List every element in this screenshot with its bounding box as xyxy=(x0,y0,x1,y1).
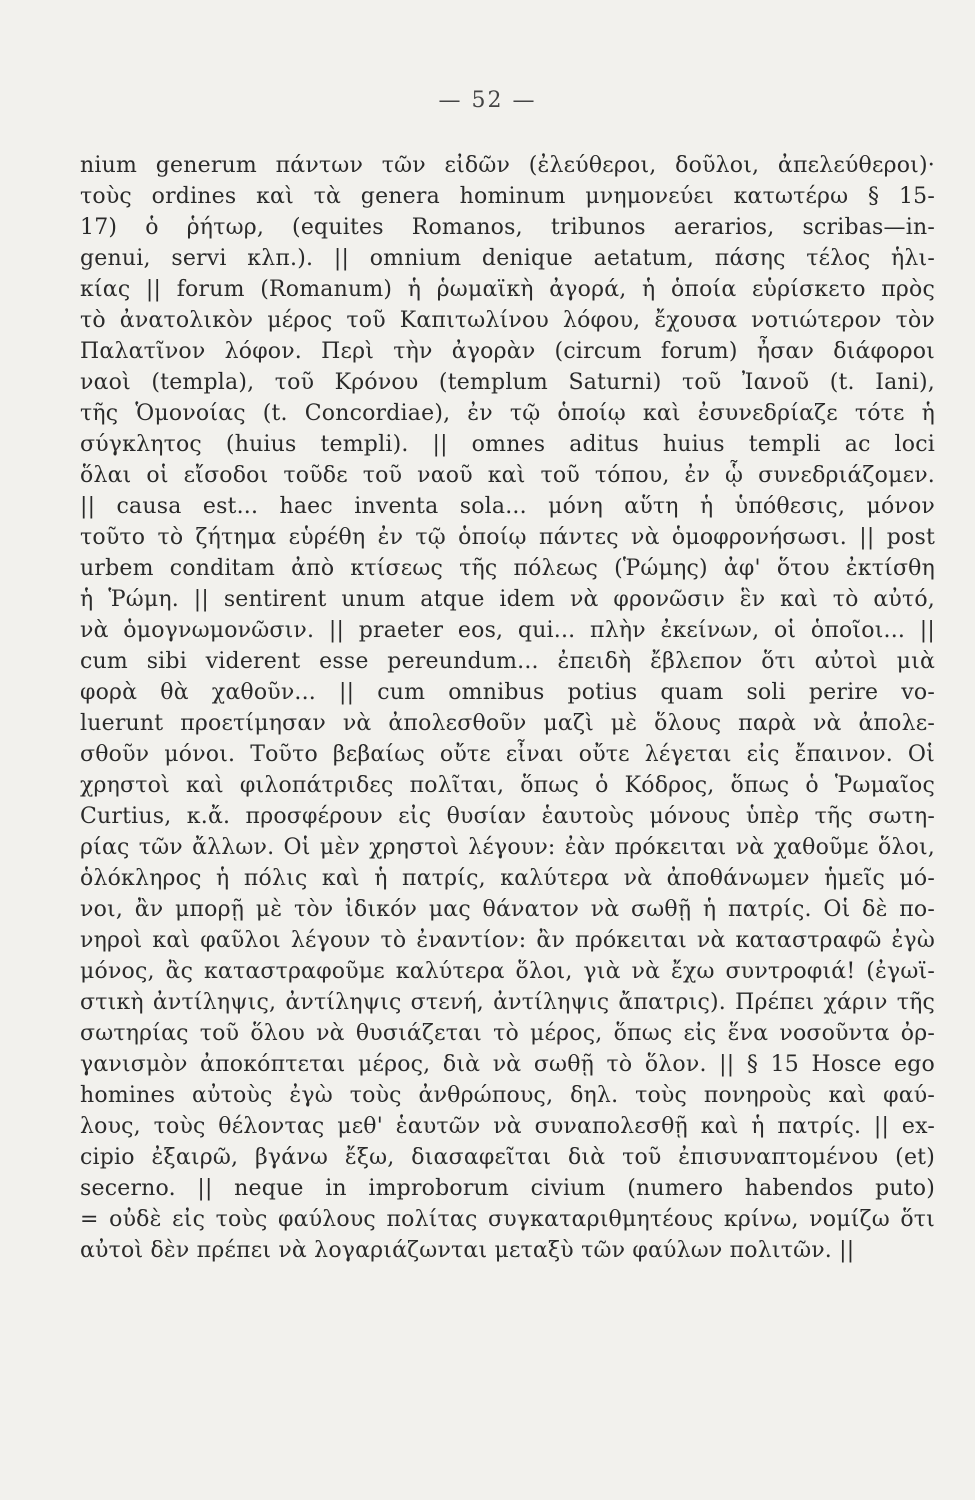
text-line: ναοὶ (templa), τοῦ Κρόνου (templum Saturni) τοῦ Ἰανοῦ (t. Iani), xyxy=(80,370,935,395)
text-line: κίας || forum (Romanum) ἡ ῥωμαϊκὴ ἀγορά, ἡ ὁποία εὑρίσκετο πρὸς xyxy=(80,277,935,302)
text-line: στικὴ ἀντίληψις, ἀντίληψις στενή, ἀντίληψις ἄπατρις). Πρέπει χάριν τῆς xyxy=(80,990,935,1015)
text-line: μόνος, ἂς καταστραφοῦμε καλύτερα ὅλοι, γιὰ νὰ ἔχω συντροφιά! (ἐγωϊ- xyxy=(80,959,935,984)
text-line: τοὺς ordines καὶ τὰ genera hominum μνημονεύει κατωτέρω § 15- xyxy=(80,184,935,209)
commentary-text xyxy=(80,150,935,1266)
text-line: ἡ Ῥώμη. || sentirent unum atque idem νὰ φρονῶσιν ἓν καὶ τὸ αὐτό, xyxy=(80,587,935,612)
text-line: 17) ὁ ῥήτωρ, (equites Romanos, tribunos aerarios, scribas—in- xyxy=(80,215,935,240)
text-line: nium generum πάντων τῶν εἰδῶν (ἐλεύθεροι, δοῦλοι, ἀπελεύθεροι)· xyxy=(80,153,935,178)
text-line: ὅλαι οἱ εἴσοδοι τοῦδε τοῦ ναοῦ καὶ τοῦ τόπου, ἐν ᾧ συνεδριάζομεν. xyxy=(80,463,935,488)
text-line: cum sibi viderent esse pereundum... ἐπειδὴ ἔβλεπον ὅτι αὐτοὶ μιὰ xyxy=(80,649,935,674)
text-line: ὁλόκληρος ἡ πόλις καὶ ἡ πατρίς, καλύτερα νὰ ἀποθάνωμεν ἡμεῖς μό- xyxy=(80,866,935,891)
text-line: γανισμὸν ἀποκόπτεται μέρος, διὰ νὰ σωθῇ τὸ ὅλον. || § 15 Hosce ego xyxy=(80,1052,935,1077)
text-line: νὰ ὁμογνωμονῶσιν. || praeter eos, qui... πλὴν ἐκείνων, οἱ ὁποῖοι... || xyxy=(80,618,935,643)
text-line: νοι, ἂν μπορῇ μὲ τὸν ἰδικόν μας θάνατον νὰ σωθῇ ἡ πατρίς. Οἱ δὲ πο- xyxy=(80,897,935,922)
text-line: φορὰ θὰ χαθοῦν... || cum omnibus potius quam soli perire vo- xyxy=(80,680,935,705)
text-line: νηροὶ καὶ φαῦλοι λέγουν τὸ ἐναντίον: ἂν πρόκειται νὰ καταστραφῶ ἐγὼ xyxy=(80,928,935,953)
text-line: τοῦτο τὸ ζήτημα εὑρέθη ἐν τῷ ὁποίῳ πάντες νὰ ὁμοφρονήσωσι. || post xyxy=(80,525,935,550)
text-line: Curtius, κ.ἄ. προσφέρουν εἰς θυσίαν ἑαυτοὺς μόνους ὑπὲρ τῆς σωτη- xyxy=(80,804,935,829)
text-line: cipio ἐξαιρῶ, βγάνω ἔξω, διασαφεῖται διὰ τοῦ ἐπισυναπτομένου (et) xyxy=(80,1145,935,1170)
text-line: || causa est... haec inventa sola... μόνη αὕτη ἡ ὑπόθεσις, μόνον xyxy=(80,494,935,519)
text-line: αὐτοὶ δὲν πρέπει νὰ λογαριάζωνται μεταξὺ τῶν φαύλων πολιτῶν. || xyxy=(80,1238,855,1263)
text-line: luerunt προετίμησαν νὰ ἀπολεσθοῦν μαζὶ μὲ ὅλους παρὰ νὰ ἀπολε- xyxy=(80,711,935,736)
page-number: — 52 — xyxy=(438,88,537,113)
text-line: genui, servi κλπ.). || omnium denique aetatum, πάσης τέλος ἡλι- xyxy=(80,246,935,271)
text-line: urbem conditam ἀπὸ κτίσεως τῆς πόλεως (Ῥώμης) ἀφ' ὅτου ἐκτίσθη xyxy=(80,556,935,581)
text-line: homines αὐτοὺς ἐγὼ τοὺς ἀνθρώπους, δηλ. τοὺς πονηροὺς καὶ φαύ- xyxy=(80,1083,935,1108)
text-line: λους, τοὺς θέλοντας μεθ' ἑαυτῶν νὰ συναπολεσθῇ καὶ ἡ πατρίς. || ex- xyxy=(80,1114,935,1139)
text-line: σύγκλητος (huius templi). || omnes aditus huius templi ac loci xyxy=(80,432,935,457)
text-line: τῆς Ὁμονοίας (t. Concordiae), ἐν τῷ ὁποίῳ καὶ ἐσυνεδρίαζε τότε ἡ xyxy=(80,401,935,426)
text-line: = οὐδὲ εἰς τοὺς φαύλους πολίτας συγκαταριθμητέους κρίνω, νομίζω ὅτι xyxy=(80,1207,935,1232)
text-line: Παλατῖνον λόφον. Περὶ τὴν ἀγορὰν (circum forum) ἦσαν διάφοροι xyxy=(80,339,935,364)
text-line: σθοῦν μόνοι. Τοῦτο βεβαίως οὔτε εἶναι οὔτε λέγεται εἰς ἔπαινον. Οἱ xyxy=(80,742,935,767)
text-line: σωτηρίας τοῦ ὅλου νὰ θυσιάζεται τὸ μέρος, ὅπως εἰς ἕνα νοσοῦντα ὀρ- xyxy=(80,1021,935,1046)
text-line: τὸ ἀνατολικὸν μέρος τοῦ Καπιτωλίνου λόφου, ἔχουσα νοτιώτερον τὸν xyxy=(80,308,935,333)
text-line: ρίας τῶν ἄλλων. Οἱ μὲν χρηστοὶ λέγουν: ἐὰν πρόκειται νὰ χαθοῦμε ὅλοι, xyxy=(80,835,935,860)
text-line: χρηστοὶ καὶ φιλοπάτριδες πολῖται, ὅπως ὁ Κόδρος, ὅπως ὁ Ῥωμαῖος xyxy=(80,773,935,798)
text-line: secerno. || neque in improborum civium (numero habendos puto) xyxy=(80,1176,935,1201)
